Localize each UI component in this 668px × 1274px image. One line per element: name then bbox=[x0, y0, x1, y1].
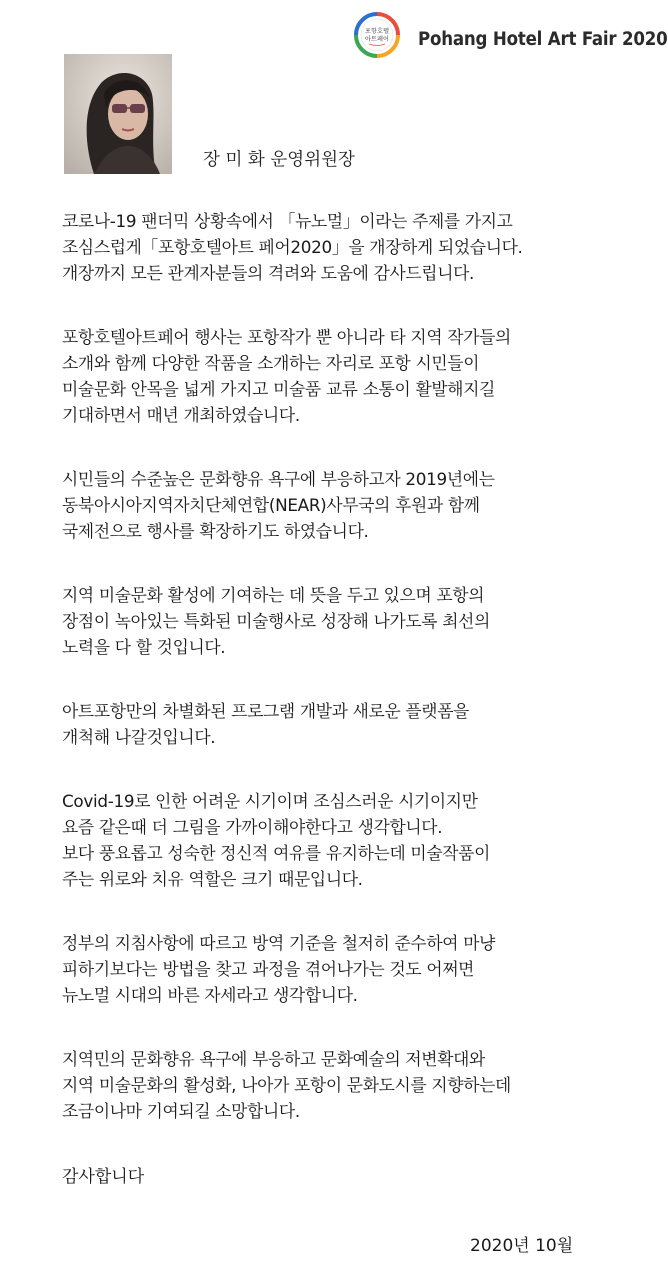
paragraph bbox=[62, 788, 632, 892]
text-line: Covid-19로 인한 어려운 시기이며 조심스러운 시기이지만 bbox=[62, 791, 478, 811]
paragraph bbox=[62, 324, 632, 428]
text-line: 시민들의 수준높은 문화향유 욕구에 부응하고자 2019년에는 bbox=[62, 469, 495, 489]
brand-title: Pohang Hotel Art Fair 2020 bbox=[418, 29, 668, 50]
text-line: 소개와 함께 다양한 작품을 소개하는 자리로 포항 시민들이 bbox=[62, 353, 480, 373]
text-line: 아트포항만의 차별화된 프로그램 개발과 새로운 플랫폼을 bbox=[62, 701, 470, 721]
text-line: 기대하면서 매년 개최하였습니다. bbox=[62, 405, 300, 425]
paragraph bbox=[62, 698, 632, 750]
text-line: 코로나-19 팬더믹 상황속에서 「뉴노멀」이라는 주제를 가지고 bbox=[62, 211, 513, 231]
paragraph bbox=[62, 1046, 632, 1124]
letter-body bbox=[62, 208, 632, 1162]
paragraph bbox=[62, 582, 632, 660]
text-line: 뉴노멀 시대의 바른 자세라고 생각합니다. bbox=[62, 985, 358, 1005]
author-title: 장 미 화 운영위원장 bbox=[203, 150, 355, 170]
text-line: 요즘 같은때 더 그림을 가까이해야한다고 생각합니다. bbox=[62, 817, 443, 837]
text-line: 보다 풍요롭고 성숙한 정신적 여유를 유지하는데 미술작품이 bbox=[62, 843, 490, 863]
text-line: 개척해 나갈것입니다. bbox=[62, 727, 216, 747]
paragraph bbox=[62, 930, 632, 1008]
closing-text: 감사합니다 bbox=[62, 1167, 145, 1187]
portrait-photo bbox=[64, 54, 172, 174]
text-line: 지역 미술문화 활성에 기여하는 데 뜻을 두고 있으며 포항의 bbox=[62, 585, 485, 605]
text-line: 피하기보다는 방법을 찾고 과정을 겪어나가는 것도 어쩌면 bbox=[62, 959, 475, 979]
text-line: 조금이나마 기여되길 소망합니다. bbox=[62, 1101, 300, 1121]
logo-text-line-1: 포항호텔 bbox=[365, 28, 389, 35]
art-fair-logo-icon bbox=[354, 12, 400, 58]
paragraph bbox=[62, 466, 632, 544]
text-line: 미술문화 안목을 넓게 가지고 미술품 교류 소통이 활발해지길 bbox=[62, 379, 496, 399]
text-line: 노력을 다 할 것입니다. bbox=[62, 637, 226, 657]
text-line: 지역 미술문화의 활성화, 나아가 포항이 문화도시를 지향하는데 bbox=[62, 1075, 511, 1095]
text-line: 개장까지 모든 관계자분들의 격려와 도움에 감사드립니다. bbox=[62, 263, 475, 283]
text-line: 정부의 지침사항에 따르고 방역 기준을 철저히 준수하여 마냥 bbox=[62, 933, 496, 953]
paragraph bbox=[62, 208, 632, 286]
text-line: 주는 위로와 치유 역할은 크기 때문입니다. bbox=[62, 869, 363, 889]
text-line: 국제전으로 행사를 확장하기도 하였습니다. bbox=[62, 521, 369, 541]
text-line: 포항호텔아트페어 행사는 포항작가 뿐 아니라 타 지역 작가들의 bbox=[62, 327, 511, 347]
text-line: 장점이 녹아있는 특화된 미술행사로 성장해 나가도록 최선의 bbox=[62, 611, 490, 631]
logo-text-line-2: 아트페어 bbox=[365, 36, 389, 43]
text-line: 지역민의 문화향유 욕구에 부응하고 문화예술의 저변확대와 bbox=[62, 1049, 485, 1069]
text-line: 동북아시아지역자치단체연합(NEAR)사무국의 후원과 함께 bbox=[62, 495, 480, 515]
letter-date: 2020년 10월 bbox=[470, 1236, 574, 1256]
text-line: 조심스럽게「포항호텔아트 페어2020」을 개장하게 되었습니다. bbox=[62, 237, 523, 257]
